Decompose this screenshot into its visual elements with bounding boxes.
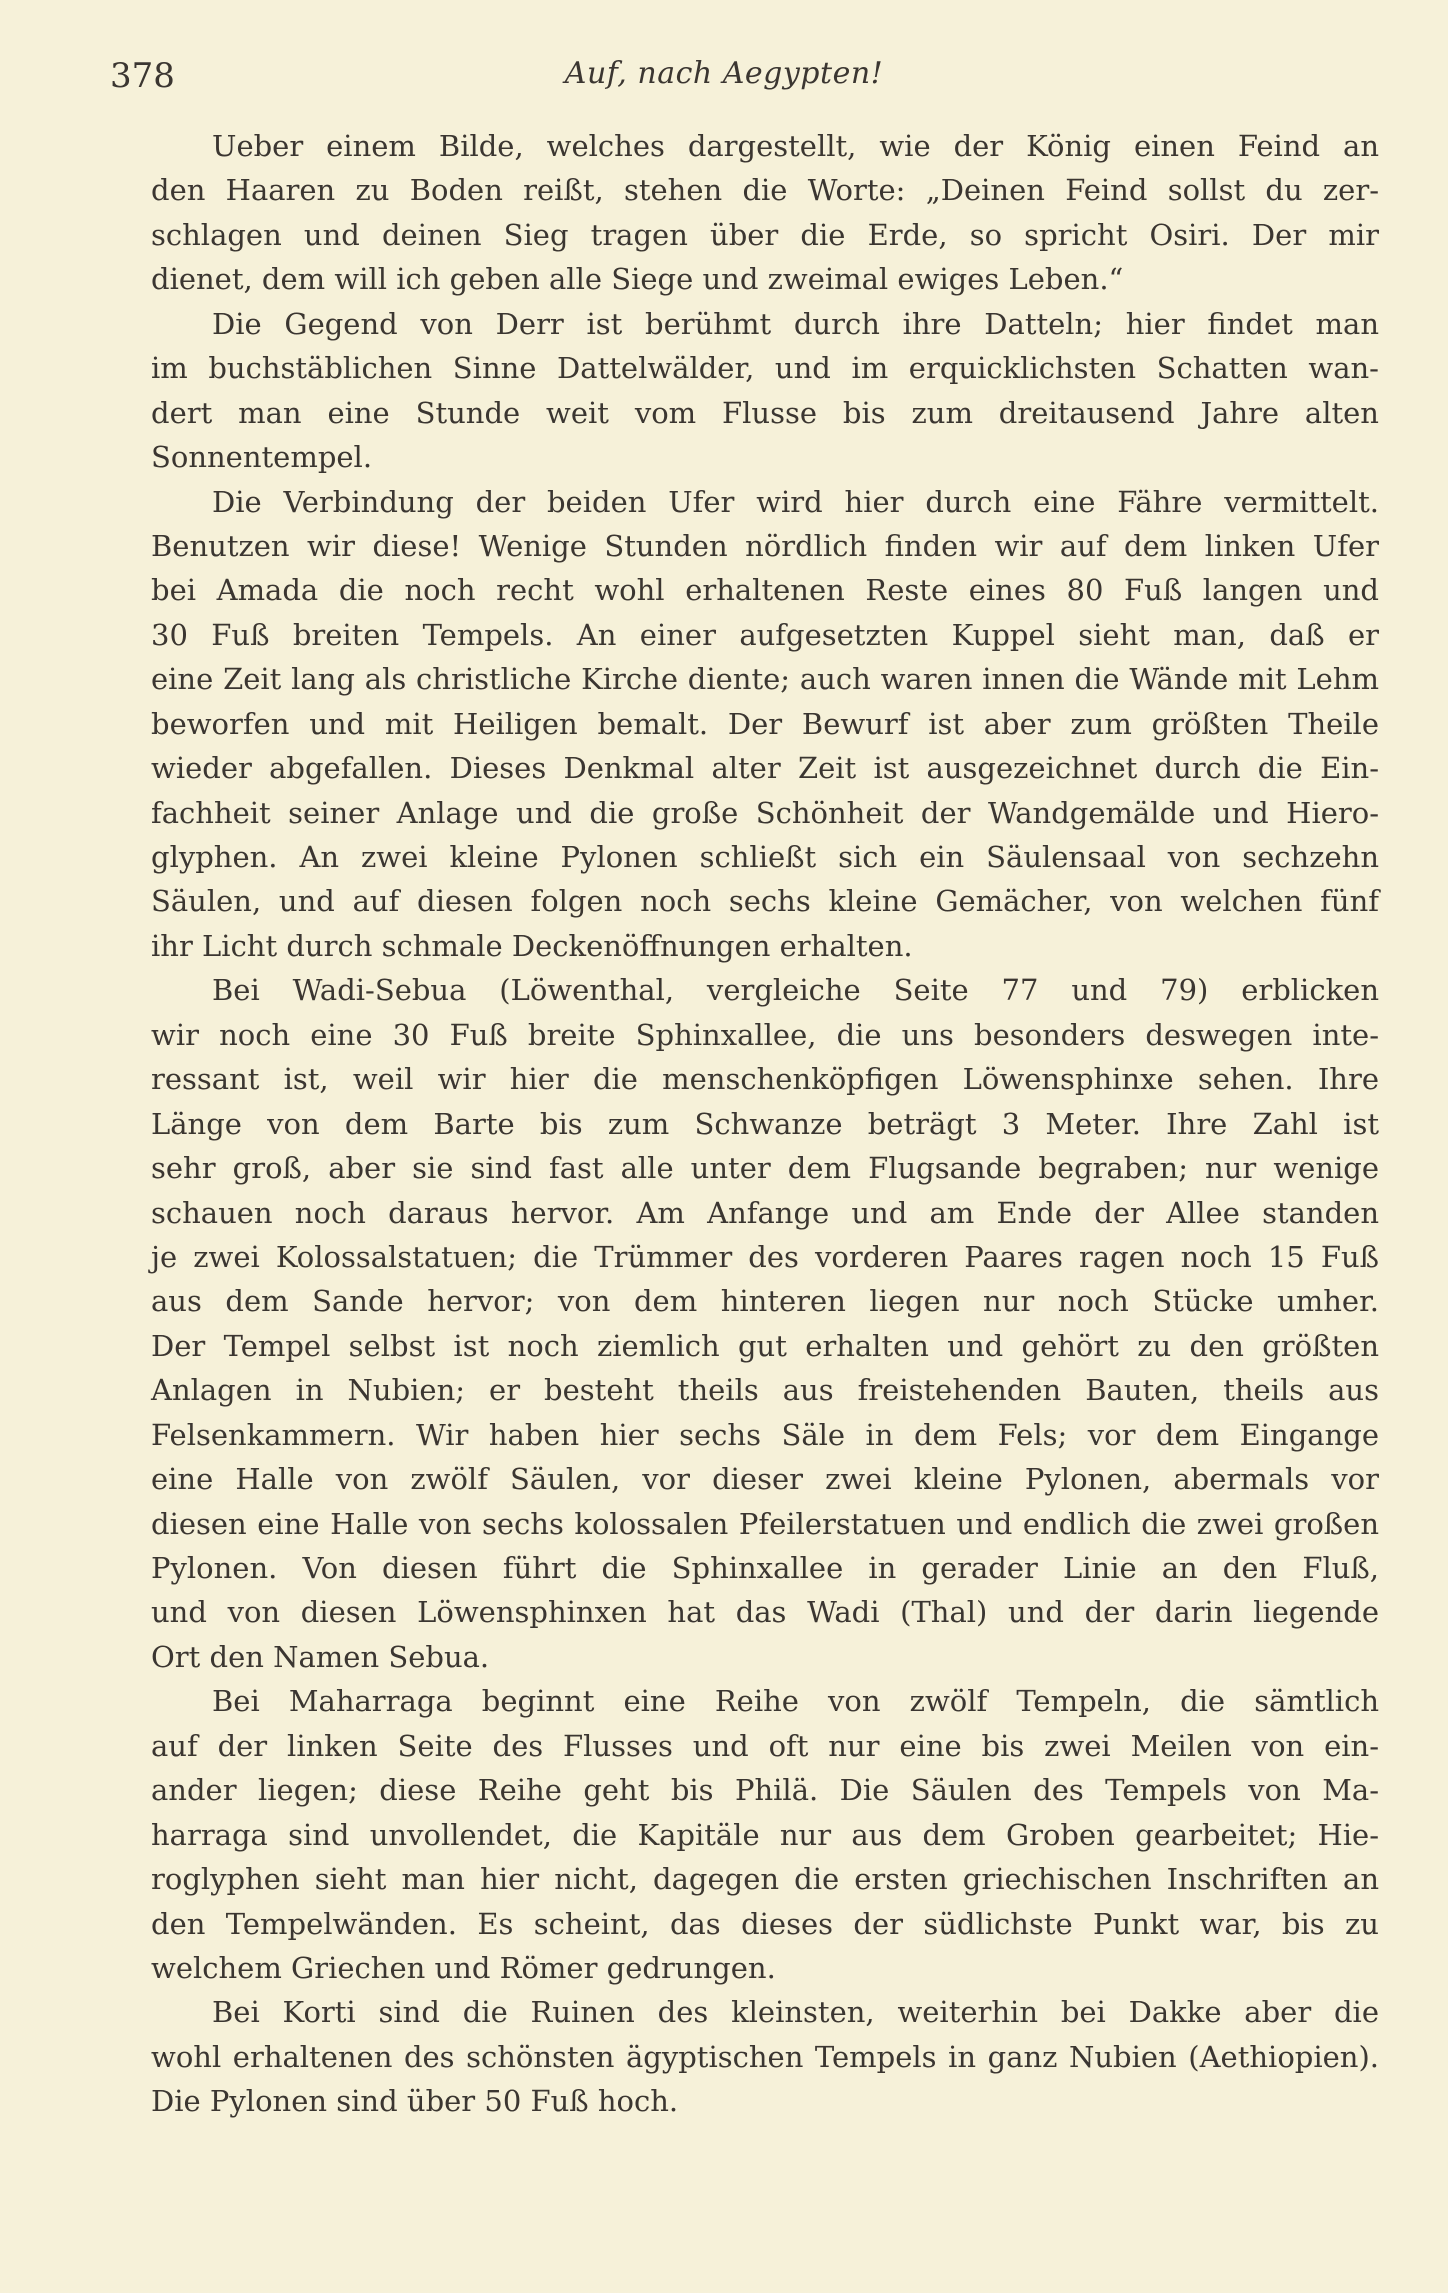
text-line: dert man eine Stunde weit vom Flusse bis zum dreitausend Jahre alten — [151, 395, 1379, 430]
text-line: Felsenkammern. Wir haben hier sechs Säle in dem Fels; vor dem Eingange — [151, 1417, 1379, 1452]
paragraph — [151, 302, 1379, 480]
text-line: fachheit seiner Anlage und die große Schönheit der Wandgemälde und Hiero- — [151, 795, 1379, 830]
text-line: Säulen, und auf diesen folgen noch sechs kleine Gemächer, von welchen fünf — [151, 884, 1379, 919]
running-title: Auf, nach Aegypten! — [564, 56, 884, 91]
text-line: Bei Wadi-Sebua (Löwenthal, vergleiche Seite 77 und 79) erblicken — [212, 973, 1379, 1008]
text-line: 30 Fuß breiten Tempels. An einer aufgesetzten Kuppel sieht man, daß er — [151, 617, 1379, 652]
paragraph — [151, 124, 1379, 302]
text-line: Ort den Namen Sebua. — [151, 1639, 490, 1674]
text-line: Ueber einem Bilde, welches dargestellt, wie der König einen Feind an — [212, 129, 1379, 163]
text-line: eine Zeit lang als christliche Kirche diente; auch waren innen die Wände mit Lehm — [151, 662, 1379, 697]
text-line: Länge von dem Barte bis zum Schwanze beträgt 3 Meter. Ihre Zahl ist — [151, 1106, 1379, 1141]
text-line: je zwei Kolossalstatuen; die Trümmer des vorderen Paares ragen noch 15 Fuß — [151, 1239, 1379, 1274]
text-line: auf der linken Seite des Flusses und oft nur eine bis zwei Meilen von ein- — [151, 1728, 1379, 1763]
paragraph — [151, 480, 1379, 969]
text-line: Pylonen. Von diesen führt die Sphinxallee in gerader Linie an den Fluß, — [151, 1551, 1379, 1585]
text-line: Bei Korti sind die Ruinen des kleinsten, weiterhin bei Dakke aber die — [212, 1995, 1379, 2030]
text-line: im buchstäblichen Sinne Dattelwälder, und im erquicklichsten Schatten wan- — [151, 351, 1379, 386]
paragraph — [151, 1679, 1379, 1990]
text-line: wir noch eine 30 Fuß breite Sphinxallee, die uns besonders deswegen inte- — [151, 1017, 1379, 1052]
text-line: schlagen und deinen Sieg tragen über die Erde, so spricht Osiri. Der mir — [151, 217, 1379, 252]
text-line: ander liegen; diese Reihe geht bis Philä. Die Säulen des Tempels von Ma- — [151, 1773, 1379, 1808]
text-line: Die Verbindung der beiden Ufer wird hier durch eine Fähre vermittelt. — [212, 484, 1379, 519]
page-number: 378 — [110, 56, 175, 96]
text-line: wieder abgefallen. Dieses Denkmal alter Zeit ist ausgezeichnet durch die Ein- — [151, 751, 1379, 786]
text-line: ressant ist, weil wir hier die menschenköpfigen Löwensphinxe sehen. Ihre — [151, 1062, 1379, 1097]
text-line: den Tempelwänden. Es scheint, das dieses der südlichste Punkt war, bis zu — [151, 1906, 1379, 1941]
text-line: bei Amada die noch recht wohl erhaltenen Reste eines 80 Fuß langen und — [151, 573, 1379, 608]
text-line: eine Halle von zwölf Säulen, vor dieser zwei kleine Pylonen, abermals vor — [151, 1462, 1379, 1497]
text-line: harraga sind unvollendet, die Kapitäle nur aus dem Groben gearbeitet; Hie- — [151, 1817, 1379, 1852]
text-line: Anlagen in Nubien; er besteht theils aus freistehenden Bauten, theils aus — [151, 1373, 1379, 1408]
text-line: welchem Griechen und Römer gedrungen. — [151, 1950, 776, 1985]
paragraph — [151, 1990, 1379, 2123]
text-line: glyphen. An zwei kleine Pylonen schließt sich ein Säulensaal von sechzehn — [151, 840, 1379, 874]
text-line: den Haaren zu Boden reißt, stehen die Worte: „Deinen Feind sollst du zer- — [151, 173, 1379, 208]
text-line: beworfen und mit Heiligen bemalt. Der Bewurf ist aber zum größten Theile — [151, 706, 1379, 741]
text-line: ihr Licht durch schmale Deckenöffnungen erhalten. — [151, 928, 913, 963]
text-line: roglyphen sieht man hier nicht, dagegen die ersten griechischen Inschriften an — [151, 1862, 1379, 1897]
text-line: Benutzen wir diese! Wenige Stunden nördlich finden wir auf dem linken Ufer — [151, 528, 1379, 563]
body-text — [151, 124, 1379, 2124]
text-line: Die Pylonen sind über 50 Fuß hoch. — [151, 2084, 679, 2119]
text-line: sehr groß, aber sie sind fast alle unter dem Flugsande begraben; nur wenige — [151, 1151, 1379, 1186]
text-line: aus dem Sande hervor; von dem hinteren liegen nur noch Stücke umher. — [151, 1284, 1379, 1319]
paragraph — [151, 968, 1379, 1679]
text-line: Sonnentempel. — [151, 440, 373, 475]
text-line: dienet, dem will ich geben alle Siege und zweimal ewiges Leben.“ — [151, 262, 1124, 297]
text-line: wohl erhaltenen des schönsten ägyptischen Tempels in ganz Nubien (Aethiopien). — [151, 2039, 1379, 2074]
text-line: Bei Maharraga beginnt eine Reihe von zwölf Tempeln, die sämtlich — [212, 1684, 1379, 1719]
text-line: Die Gegend von Derr ist berühmt durch ihre Datteln; hier findet man — [212, 306, 1379, 341]
text-line: und von diesen Löwensphinxen hat das Wadi (Thal) und der darin liegende — [151, 1595, 1379, 1630]
text-line: Der Tempel selbst ist noch ziemlich gut erhalten und gehört zu den größten — [151, 1328, 1379, 1363]
text-line: schauen noch daraus hervor. Am Anfange und am Ende der Allee standen — [151, 1195, 1379, 1230]
text-line: diesen eine Halle von sechs kolossalen Pfeilerstatuen und endlich die zwei großen — [151, 1506, 1379, 1541]
